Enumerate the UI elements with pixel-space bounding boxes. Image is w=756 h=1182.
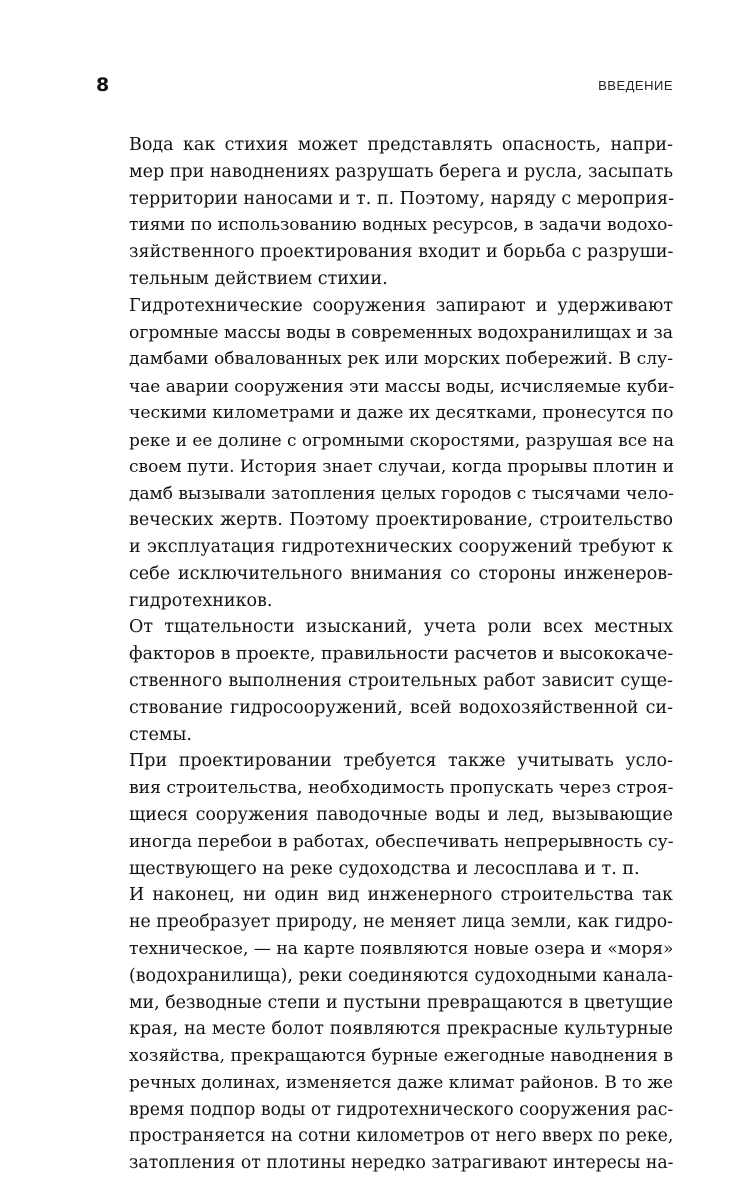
text-line: Гидротехнические сооружения запирают и удерживают	[129, 295, 673, 316]
text-line: техническое, — на карте появляются новые озера и «моря»	[129, 938, 674, 959]
text-line: гидротехников.	[129, 590, 273, 611]
text-line: зяйственного проектирования входит и борьба с разруши-	[129, 242, 674, 263]
text-line: дамб вызывали затопления целых городов с тысячами чело-	[129, 483, 674, 504]
paragraph	[96, 882, 673, 1177]
text-line: щиеся сооружения паводочные воды и лед, вызывающие	[129, 804, 673, 825]
text-line: Вода как стихия может представлять опасность, напри-	[129, 135, 673, 155]
page-number: 8	[96, 74, 110, 96]
text-line: вия строительства, необходимость пропускать через строя-	[129, 778, 674, 799]
text-line: ствование гидросооружений, всей водохозяйственной си-	[129, 697, 673, 718]
text-line: ми, безводные степи и пустыни превращаются в цветущие	[129, 992, 673, 1013]
text-line: своем пути. История знает случаи, когда прорывы плотин и	[129, 456, 674, 477]
text-line: тельным действием стихии.	[129, 268, 388, 289]
text-line: При проектировании требуется также учитывать усло-	[129, 751, 673, 772]
page-header	[96, 74, 673, 98]
text-line: территории наносами и т. п. Поэтому, наряду с мероприя-	[129, 188, 674, 209]
text-line: огромные массы воды в современных водохранилищах и за	[129, 322, 673, 343]
text-line: чае аварии сооружения эти массы воды, исчисляемые куби-	[129, 376, 675, 397]
text-line: ческими километрами и даже их десятками, пронесутся по	[129, 402, 674, 423]
text-line: (водохранилища), реки соединяются судоходными канала-	[129, 965, 673, 986]
paragraph	[96, 748, 673, 882]
text-line: От тщательности изысканий, учета роли всех местных	[129, 617, 673, 638]
text-line: дамбами обвалованных рек или морских побережий. В слу-	[129, 349, 673, 370]
text-line: стемы.	[129, 724, 192, 745]
text-line: тиями по использованию водных ресурсов, в задачи водохо-	[129, 215, 674, 236]
text-line: ществующего на реке судоходства и лесосплава и т. п.	[129, 858, 640, 879]
paragraph	[96, 293, 673, 615]
text-line: себе исключительного внимания со стороны инженеров-	[129, 563, 673, 584]
text-line: время подпор воды от гидротехнического сооружения рас-	[129, 1099, 674, 1120]
text-line: не преобразует природу, не меняет лица земли, как гидро-	[129, 912, 673, 933]
text-line: пространяется на сотни километров от него вверх по реке,	[129, 1126, 674, 1147]
paragraph	[96, 132, 673, 293]
text-line: мер при наводнениях разрушать берега и русла, засыпать	[129, 161, 673, 182]
text-line: веческих жертв. Поэтому проектирование, строительство	[129, 510, 673, 531]
text-line: И наконец, ни один вид инженерного строительства так	[129, 885, 673, 906]
text-line: речных долинах, изменяется даже климат районов. В то же	[129, 1072, 674, 1093]
text-line: факторов в проекте, правильности расчетов и высококаче-	[129, 644, 674, 665]
text-line: иногда перебои в работах, обеспечивать непрерывность су-	[129, 831, 674, 852]
text-line: затопления от плотины нередко затрагивают интересы на-	[129, 1153, 674, 1174]
text-line: ственного выполнения строительных работ зависит суще-	[129, 670, 673, 691]
text-line: и эксплуатация гидротехнических сооружений требуют к	[129, 536, 673, 557]
body-text	[96, 132, 673, 1177]
text-line: края, на месте болот появляются прекрасные культурные	[129, 1019, 673, 1040]
running-head: ВВЕДЕНИЕ	[598, 78, 673, 93]
paragraph	[96, 614, 673, 748]
text-line: реке и ее долине с огромными скоростями, разрушая все на	[129, 429, 674, 450]
text-line: хозяйства, прекращаются бурные ежегодные наводнения в	[129, 1046, 673, 1067]
